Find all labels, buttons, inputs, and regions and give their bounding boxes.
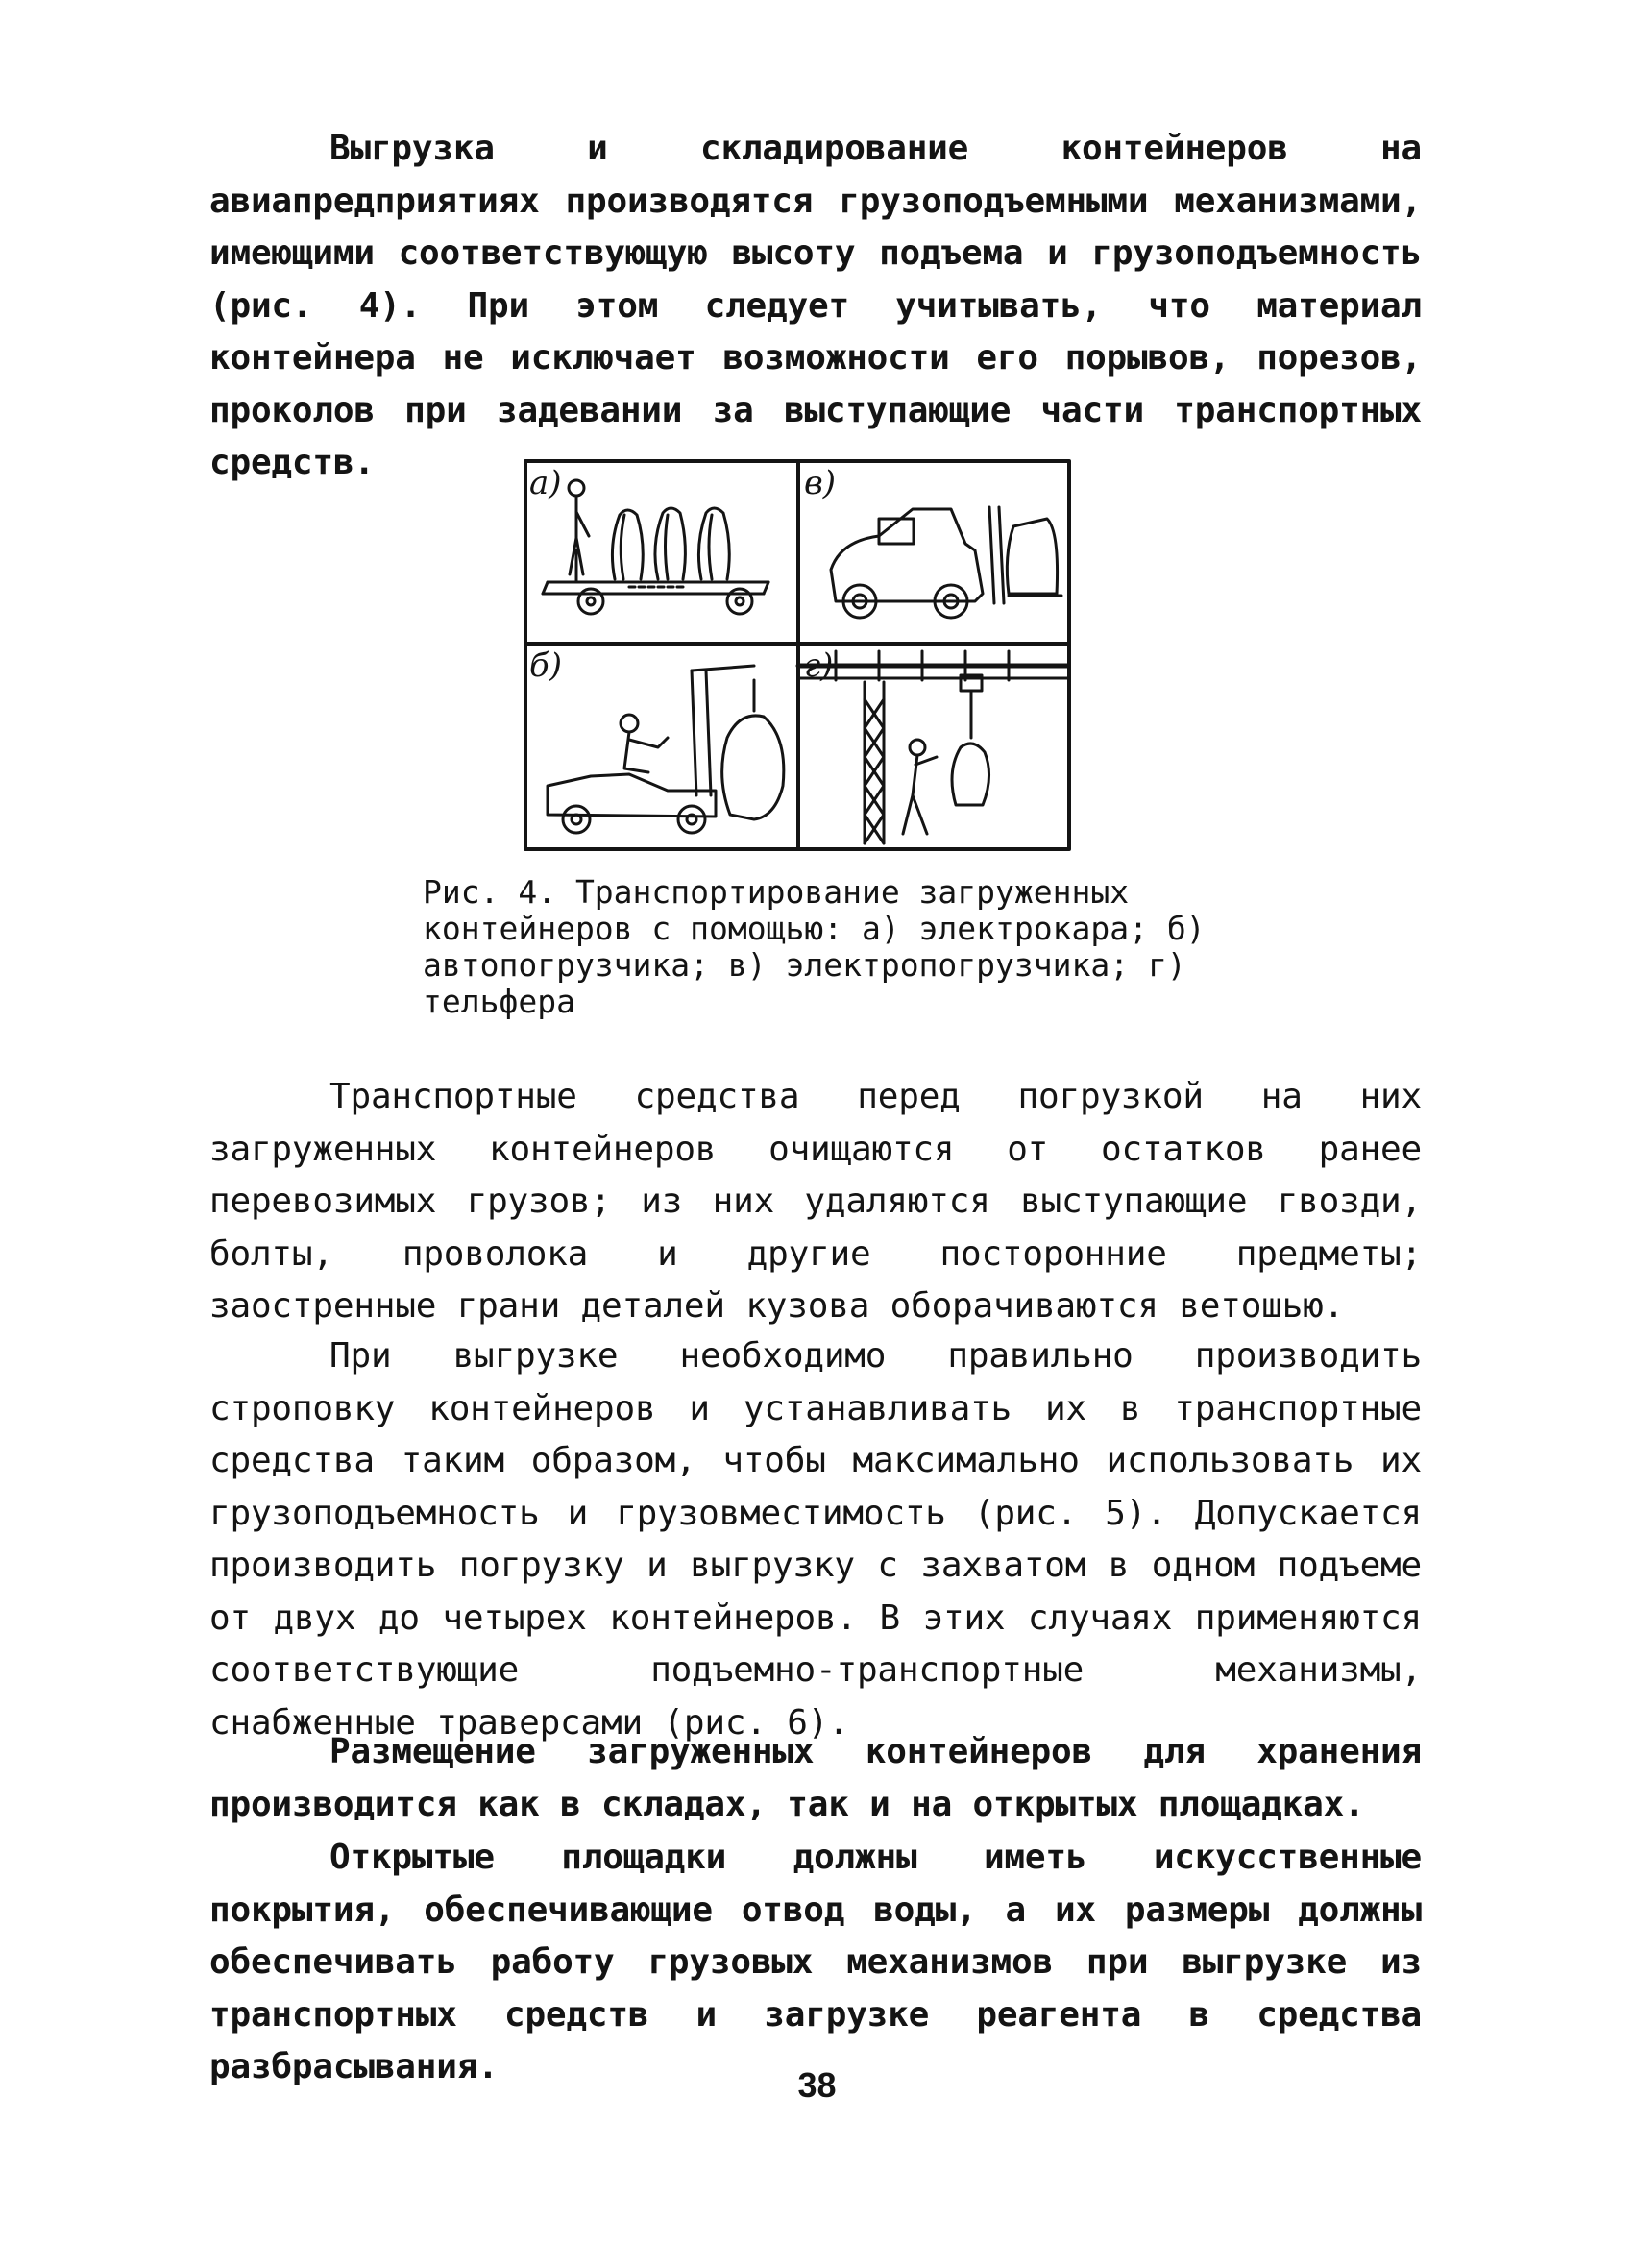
panel-label-a: а) (529, 464, 562, 502)
page-number: 38 (797, 2065, 837, 2105)
paragraph-vehicle-preparation: Транспортные средства перед погрузкой на них загруженных контейнеров очищаются от остатков ранее перевозимых грузов; из них удаляются выступающие гвозди, болты, проволока и другие посторонние предметы; заостренные грани деталей кузова оборачиваются ветошью. (209, 1077, 1422, 1326)
forklift-truck-drawing (831, 507, 1061, 618)
auto-loader-drawing (548, 666, 784, 833)
paragraph-open-sites: Открытые площадки должны иметь искусственные покрытия, обеспечивающие отвод воды, а их размеры должны обеспечивать работу грузовых механизмов при выгрузке из транспортных средств и загрузке реагента в средства разбрасывания. (209, 1838, 1422, 2086)
paragraph-unloading: Выгрузка и складирование контейнеров на авиапредприятиях производятся грузоподъемными механизмами, имеющими соответствующую высоту подъема и грузоподъемность (рис. 4). При этом следует учитывать, что материал контейнера не исключает возможности его порывов, порезов, проколов при задевании за выступающие части транспортных средств. (209, 129, 1422, 482)
panel-label-v: в) (804, 464, 837, 502)
panel-label-b: б) (529, 646, 563, 685)
figure-caption: Рис. 4. Транспортирование загруженных контейнеров с помощью: а) электрокара; б) автопогрузчика; в) электропогрузчика; г) тельфера (423, 873, 1206, 1020)
electric-cart-drawing (543, 480, 768, 614)
paragraph-storage-placement: Размещение загруженных контейнеров для хранения производится как в складах, так и на открытых площадках. (209, 1732, 1422, 1824)
hoist-drawing (798, 651, 1069, 843)
figure-transport-illustration (524, 459, 1071, 851)
paragraph-unloading-procedure: При выгрузке необходимо правильно производить строповку контейнеров и устанавливать их в транспортные средства таким образом, чтобы максимально использовать их грузоподъемность и грузовместимость (рис. 5). Допускается производить погрузку и выгрузку с захватом в одном подъеме от двух до четырех контейнеров. В этих случаях применяются соответствующие подъемно-транспортные механизмы, снабженные траверсами (рис. 6). (209, 1336, 1422, 1743)
transport-drawing (524, 459, 1071, 851)
panel-label-g: г) (804, 646, 834, 685)
